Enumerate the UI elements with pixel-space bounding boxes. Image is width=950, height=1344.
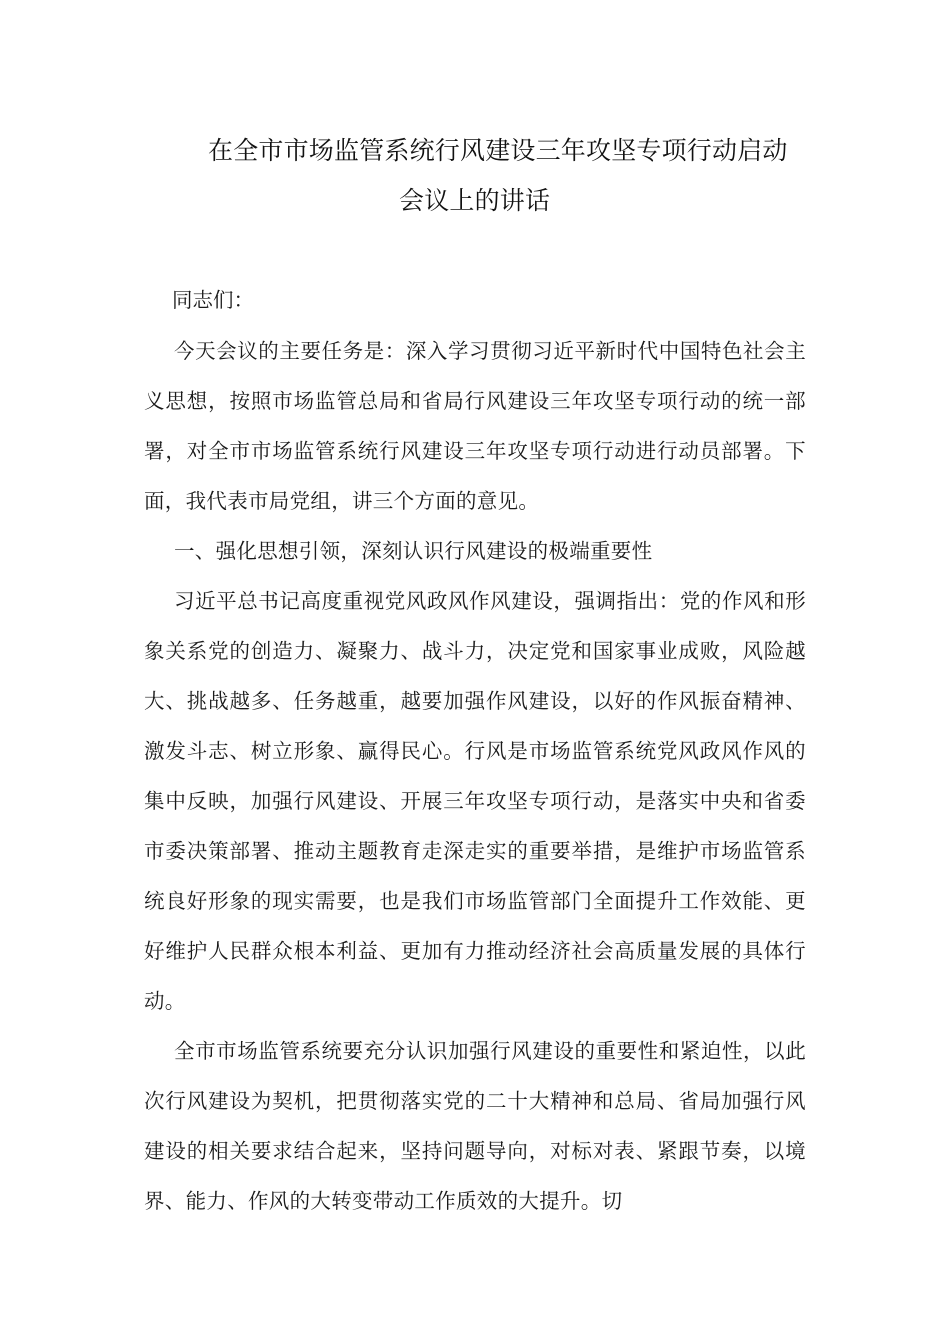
paragraph-body: 全市市场监管系统要充分认识加强行风建设的重要性和紧迫性，以此次行风建设为契机，把贯彻落实党的二十大精神和总局、省局加强行风建设的相关要求结合起来，坚持问题导向，对标对表、紧跟节奏，以境界、能力、作风的大转变带动工作质效的大提升。切 (144, 1039, 806, 1213)
paragraph-intro: 今天会议的主要任务是：深入学习贯彻习近平新时代中国特色社会主义思想，按照市场监管总局和省局行风建设三年攻坚专项行动的统一部署，对全市市场监管系统行风建设三年攻坚专项行动进行动员部署。下面，我代表市局党组，讲三个方面的意见。 (144, 339, 806, 513)
document-title-line-2: 会议上的讲话 (399, 186, 551, 215)
section-heading-1: 一、强化思想引领，深刻认识行风建设的极端重要性 (174, 539, 653, 563)
paragraph-body: 习近平总书记高度重视党风政风作风建设，强调指出：党的作风和形象关系党的创造力、凝聚力、战斗力，决定党和国家事业成败，风险越大、挑战越多、任务越重，越要加强作风建设，以好的作风振奋精神、激发斗志、树立形象、赢得民心。行风是市场监管系统党风政风作风的集中反映，加强行风建设、开展三年攻坚专项行动，是落实中央和省委市委决策部署、推动主题教育走深走实的重要举措，是维护市场监管系统良好形象的现实需要，也是我们市场监管部门全面提升工作效能、更好维护人民群众根本利益、更加有力推动经济社会高质量发展的具体行动。 (144, 589, 806, 1013)
salutation: 同志们： (172, 288, 254, 312)
document-title-line-1: 在全市市场监管系统行风建设三年攻坚专项行动启动 (208, 136, 788, 165)
